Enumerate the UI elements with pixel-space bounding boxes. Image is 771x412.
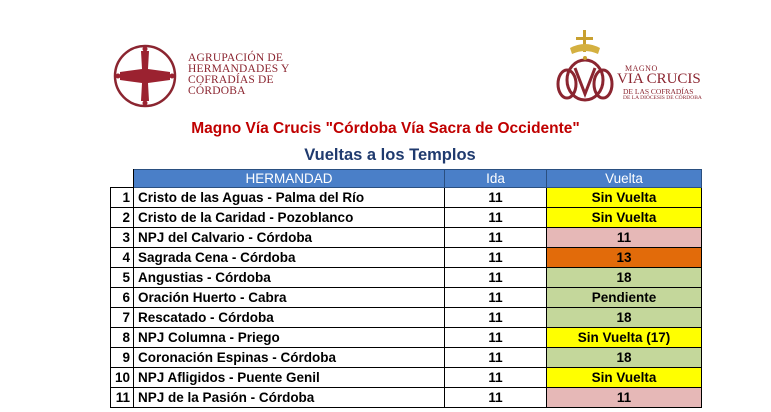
row-hermandad: NPJ del Calvario - Córdoba: [134, 228, 445, 248]
row-hermandad: Cristo de las Aguas - Palma del Río: [134, 188, 445, 208]
vueltas-table: [110, 169, 702, 408]
row-hermandad: NPJ de la Pasión - Córdoba: [134, 388, 445, 408]
row-number: 1: [111, 188, 134, 208]
row-ida: 11: [445, 228, 547, 248]
row-ida: 11: [445, 328, 547, 348]
row-number: 7: [111, 308, 134, 328]
logo-diocesis: DE LA DIÓCESIS DE CÓRDOBA: [623, 95, 702, 101]
row-hermandad: Angustias - Córdoba: [134, 268, 445, 288]
table-row: [111, 188, 702, 208]
row-vuelta: Pendiente: [547, 288, 702, 308]
row-hermandad: Cristo de la Caridad - Pozoblanco: [134, 208, 445, 228]
agrupacion-name: AGRUPACIÓN DE HERMANDADES Y COFRADÍAS DE CÓRDOBA: [188, 52, 290, 97]
row-ida: 11: [445, 188, 547, 208]
table-row: [111, 348, 702, 368]
row-number: 9: [111, 348, 134, 368]
row-number: 11: [111, 388, 134, 408]
monogram-icon: [545, 28, 625, 108]
header-blank: [111, 170, 134, 188]
header-ida: Ida: [445, 170, 547, 188]
row-hermandad: Sagrada Cena - Córdoba: [134, 248, 445, 268]
row-number: 2: [111, 208, 134, 228]
logo-magno: MAGNO: [625, 64, 658, 73]
row-vuelta: 11: [547, 388, 702, 408]
table-row: [111, 368, 702, 388]
table-row: [111, 248, 702, 268]
row-number: 8: [111, 328, 134, 348]
table-row: [111, 228, 702, 248]
row-ida: 11: [445, 348, 547, 368]
row-hermandad: NPJ Columna - Priego: [134, 328, 445, 348]
table-row: [111, 268, 702, 288]
row-ida: 11: [445, 288, 547, 308]
row-number: 3: [111, 228, 134, 248]
row-vuelta: Sin Vuelta: [547, 188, 702, 208]
header-vuelta: Vuelta: [547, 170, 702, 188]
row-vuelta: 11: [547, 228, 702, 248]
cross-icon: [112, 43, 178, 109]
row-hermandad: Oración Huerto - Cabra: [134, 288, 445, 308]
row-ida: 11: [445, 268, 547, 288]
logo-cofradias: DE LAS COFRADÍAS: [623, 87, 694, 96]
table-header-row: [111, 170, 702, 188]
row-ida: 11: [445, 248, 547, 268]
table-row: [111, 288, 702, 308]
row-number: 4: [111, 248, 134, 268]
row-vuelta: Sin Vuelta (17): [547, 328, 702, 348]
row-number: 10: [111, 368, 134, 388]
table-row: [111, 208, 702, 228]
agrupacion-logo: [112, 43, 412, 113]
row-hermandad: Coronación Espinas - Córdoba: [134, 348, 445, 368]
row-hermandad: NPJ Afligidos - Puente Genil: [134, 368, 445, 388]
row-vuelta: 18: [547, 268, 702, 288]
page-title: Magno Vía Crucis "Córdoba Vía Sacra de Occidente": [191, 120, 580, 137]
table-row: [111, 308, 702, 328]
row-ida: 11: [445, 308, 547, 328]
row-vuelta: 13: [547, 248, 702, 268]
row-ida: 11: [445, 388, 547, 408]
row-ida: 11: [445, 368, 547, 388]
via-crucis-logo: [545, 28, 715, 108]
row-vuelta: Sin Vuelta: [547, 208, 702, 228]
table-row: [111, 388, 702, 408]
logo-via-crucis: VIA CRUCIS: [617, 71, 701, 87]
header-hermandad: HERMANDAD: [134, 170, 445, 188]
table-row: [111, 328, 702, 348]
row-ida: 11: [445, 208, 547, 228]
row-hermandad: Rescatado - Córdoba: [134, 308, 445, 328]
row-number: 6: [111, 288, 134, 308]
row-vuelta: 18: [547, 348, 702, 368]
row-vuelta: 18: [547, 308, 702, 328]
page-subtitle: Vueltas a los Templos: [304, 146, 476, 164]
row-vuelta: Sin Vuelta: [547, 368, 702, 388]
row-number: 5: [111, 268, 134, 288]
